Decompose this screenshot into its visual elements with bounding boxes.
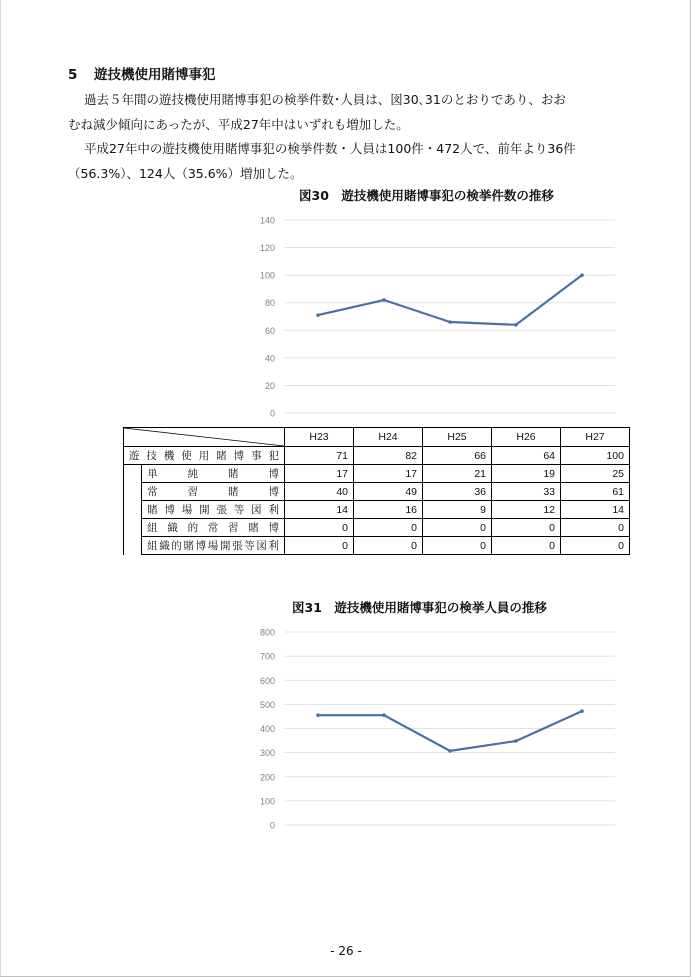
- table-row: [124, 501, 630, 519]
- table-cell: 0: [354, 519, 423, 537]
- series-line: [318, 711, 582, 751]
- figure-31-title: 図31 遊技機使用賭博事犯の検挙人員の推移: [292, 600, 547, 615]
- table-cell: 61: [561, 483, 630, 501]
- y-tick-label: 400: [259, 724, 275, 734]
- y-tick-label: 40: [264, 353, 275, 364]
- y-tick-label: 0: [269, 820, 275, 831]
- y-tick-label: 140: [259, 215, 275, 226]
- table-cell: 0: [561, 537, 630, 555]
- y-tick-label: 300: [259, 748, 275, 759]
- table-header-row: [124, 428, 630, 447]
- table-cell: 0: [423, 519, 492, 537]
- data-point: [580, 709, 584, 713]
- table-row: [124, 447, 630, 465]
- table-corner-cell: [124, 428, 285, 447]
- page-number: - 26 -: [330, 944, 362, 958]
- table-cell: 19: [492, 465, 561, 483]
- paragraph-1: [68, 87, 644, 137]
- data-point: [382, 713, 386, 717]
- table-row: [124, 519, 630, 537]
- table-cell: 14: [285, 501, 354, 519]
- data-point: [580, 273, 584, 277]
- paragraph-1-line-1: 過去５年間の遊技機使用賭博事犯の検挙件数･人員は、図30､31のとおりであり、おお: [84, 92, 566, 107]
- table-row: [124, 483, 630, 501]
- paragraph-1-line-2: むね減少傾向にあったが、平成27年中はいずれも増加した。: [68, 117, 409, 132]
- y-tick-label: 80: [264, 298, 275, 309]
- table-cell: 17: [354, 465, 423, 483]
- year-header: H24: [354, 428, 423, 447]
- table-cell: 0: [492, 537, 561, 555]
- data-point: [514, 739, 518, 743]
- data-point: [316, 313, 320, 317]
- corner-diagonal: [124, 428, 284, 446]
- y-tick-label: 60: [264, 325, 275, 336]
- table-cell: 66: [423, 447, 492, 465]
- data-point: [514, 323, 518, 327]
- data-table: [123, 427, 630, 555]
- paragraph-2-line-2: （56.3%）、124人（35.6%）増加した。: [68, 166, 303, 181]
- paragraph-2-line-1: 平成27年中の遊技機使用賭博事犯の検挙件数・人員は100件・472人で、前年より36件: [84, 141, 576, 156]
- data-point: [448, 749, 452, 753]
- table-cell: 64: [492, 447, 561, 465]
- data-point: [316, 713, 320, 717]
- chart-figure-31: [220, 622, 630, 837]
- section-title: 遊技機使用賭博事犯: [94, 67, 216, 83]
- year-header: H23: [285, 428, 354, 447]
- y-tick-label: 120: [259, 243, 275, 254]
- y-tick-label: 700: [259, 651, 275, 662]
- y-tick-label: 20: [264, 380, 275, 391]
- section-number: 5: [68, 67, 78, 83]
- table-cell: 17: [285, 465, 354, 483]
- row-label: 賭博場開張等図利: [142, 501, 285, 519]
- table-row: [124, 537, 630, 555]
- table-row: [124, 465, 630, 483]
- table-cell: 0: [492, 519, 561, 537]
- table-cell: 40: [285, 483, 354, 501]
- table-cell: 0: [285, 519, 354, 537]
- table-cell: 82: [354, 447, 423, 465]
- table-cell: 12: [492, 501, 561, 519]
- row-label: 遊技機使用賭博事犯: [124, 447, 285, 465]
- y-tick-label: 0: [269, 408, 275, 419]
- year-header: H25: [423, 428, 492, 447]
- table-cell: 71: [285, 447, 354, 465]
- data-point: [448, 320, 452, 324]
- year-header: H27: [561, 428, 630, 447]
- paragraph-2: [68, 136, 644, 186]
- row-label: 組織的常習賭博: [142, 519, 285, 537]
- table-cell: 33: [492, 483, 561, 501]
- data-point: [382, 298, 386, 302]
- table-cell: 9: [423, 501, 492, 519]
- section-heading: [68, 63, 216, 83]
- y-tick-label: 200: [259, 772, 275, 783]
- row-label: 単純賭博: [142, 465, 285, 483]
- y-tick-label: 800: [259, 627, 275, 638]
- table-cell: 16: [354, 501, 423, 519]
- year-header: H26: [492, 428, 561, 447]
- row-label: 常習賭博: [142, 483, 285, 501]
- chart-figure-30: [220, 210, 630, 425]
- table-cell: 0: [561, 519, 630, 537]
- series-line: [318, 275, 582, 325]
- table-cell: 0: [354, 537, 423, 555]
- table-cell: 49: [354, 483, 423, 501]
- table-cell: 14: [561, 501, 630, 519]
- figure-30-title: 図30 遊技機使用賭博事犯の検挙件数の推移: [299, 188, 554, 203]
- table-cell: 0: [285, 537, 354, 555]
- table-cell: 36: [423, 483, 492, 501]
- table-cell: 21: [423, 465, 492, 483]
- table-cell: 0: [423, 537, 492, 555]
- table-cell: 25: [561, 465, 630, 483]
- y-tick-label: 500: [259, 699, 275, 710]
- indent-cell: [124, 465, 142, 555]
- table-cell: 100: [561, 447, 630, 465]
- row-label: 組織的賭博場開張等図利: [142, 537, 285, 555]
- y-tick-label: 100: [259, 796, 275, 807]
- y-tick-label: 100: [259, 270, 275, 281]
- y-tick-label: 600: [259, 675, 275, 686]
